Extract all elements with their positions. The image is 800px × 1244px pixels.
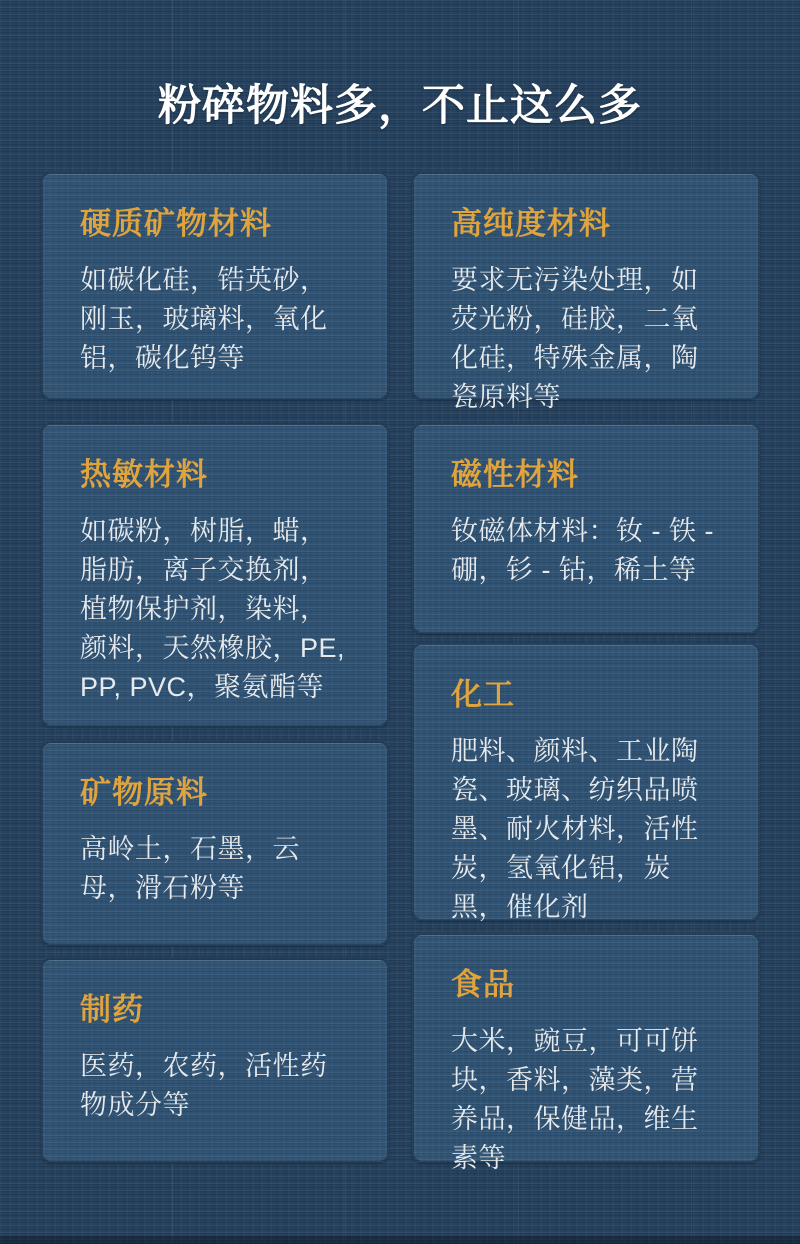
card-body: 钕磁体材料：钕 - 铁 - 硼，钐 - 钴，稀土等	[451, 516, 714, 586]
card-heading: 化工	[451, 677, 515, 712]
card-heading: 食品	[451, 967, 515, 1002]
card-heading: 制药	[80, 992, 144, 1027]
card-food	[412, 933, 760, 1174]
card-heading: 硬质矿物材料	[80, 206, 272, 241]
card-body: 大米，豌豆，可可饼块，香料，藻类，营养品，保健品，维生素等	[451, 1026, 699, 1174]
card-chemical-industry	[412, 643, 760, 921]
card-body: 如碳粉，树脂，蜡，脂肪，离子交换剂，植物保护剂，染料，颜料，天然橡胶，PE, PP, PVC，聚氨酯等	[80, 516, 346, 703]
card-high-purity-materials	[412, 172, 760, 413]
bottom-texture-edge	[0, 1236, 800, 1244]
card-heading: 矿物原料	[80, 775, 208, 810]
card-pharmaceutical	[41, 958, 389, 1163]
card-mineral-raw-materials	[41, 741, 389, 946]
card-heat-sensitive-materials	[41, 423, 389, 727]
card-heading: 高纯度材料	[451, 206, 611, 241]
card-body: 要求无污染处理，如荧光粉，硅胶，二氧化硅，特殊金属，陶瓷原料等	[451, 265, 699, 413]
card-body: 如碳化硅，锆英砂，刚玉，玻璃料，氧化铝，碳化钨等	[80, 265, 328, 374]
card-magnetic-materials	[412, 423, 760, 634]
card-hard-mineral-materials	[41, 172, 389, 400]
card-body: 高岭土，石墨，云母，滑石粉等	[80, 834, 300, 904]
page-title: 粉碎物料多，不止这么多	[158, 82, 642, 130]
card-body: 肥料、颜料、工业陶瓷、玻璃、纺织品喷墨、耐火材料，活性炭，氢氧化铝，炭黑，催化剂	[451, 736, 699, 923]
card-body: 医药，农药，活性药物成分等	[80, 1051, 328, 1121]
card-heading: 磁性材料	[451, 457, 579, 492]
card-heading: 热敏材料	[80, 457, 208, 492]
